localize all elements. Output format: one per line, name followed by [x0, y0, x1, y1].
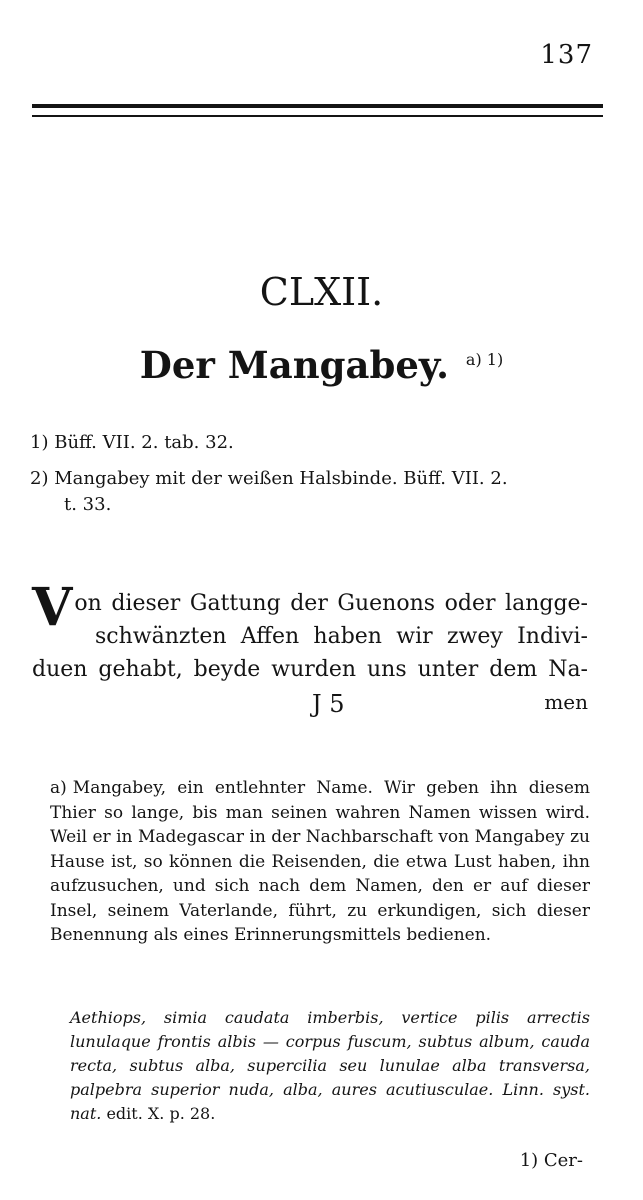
heading-title: Der Mangabey. [139, 343, 450, 387]
body-line-text: on dieser Gattung der Guenons oder langge- [74, 591, 588, 616]
reference-label: 2) [30, 468, 49, 489]
drop-cap: V [32, 577, 73, 638]
reference-label: 1) [30, 432, 49, 453]
footnote-text: Mangabey, ein entlehnter Name. Wir geben ihn diesem Thier so lange, bis man seinen wahren Namen wissen wird. Weil er in Madegascar in der Nachbarschaft von Mangabey zu Hause ist, so können die Reisenden, die etwa Lust haben, ihn aufzusuchen, und sich nach dem Namen, den er auf dieser Insel, seinem Vaterlande, führt, zu erkundigen, sich dieser Benennung als eines Erinnerungsmittels bedienen. [50, 778, 590, 945]
footnote-label: a) [50, 778, 67, 798]
header-rule-thin [32, 115, 603, 117]
reference-2 [30, 466, 600, 518]
section-heading [0, 343, 643, 387]
header-rule-thick [32, 104, 603, 108]
catchword: men [544, 690, 588, 714]
body-line [95, 621, 588, 653]
chapter-number: CLXII. [259, 270, 384, 314]
reference-text: Büff. VII. 2. tab. 32. [54, 432, 234, 453]
footnote [50, 776, 590, 948]
latin-description [70, 1006, 590, 1126]
body-line [32, 654, 588, 686]
body-line-text: schwänzten Affen haben wir zwey Indivi- [95, 624, 588, 649]
citation-edition: edit. X. p. 28. [106, 1104, 216, 1123]
body-line-text: duen gehabt, beyde wurden uns unter dem Na- [32, 657, 588, 682]
signature-mark: J 5 [312, 690, 345, 718]
reference-continuation: t. 33. [64, 494, 112, 515]
latin-text: Aethiops, simia caudata imberbis, vertice pilis arrectis lunulaque frontis albis — corpus fuscum, subtus album, cauda recta, subtus alba, supercilia seu lunulae alba transversa, palpebra superior nuda, alba, aures acutiusculae. [70, 1008, 590, 1099]
reference-text: Mangabey mit der weißen Halsbinde. Büff. VII. 2. [54, 468, 508, 489]
citation-source: Linn. syst. nat. [70, 1080, 590, 1123]
bottom-catchword: 1) Cer- [519, 1150, 583, 1171]
page-number: 137 [540, 40, 593, 70]
reference-1 [30, 430, 600, 456]
heading-note-markers: a) 1) [465, 349, 504, 369]
